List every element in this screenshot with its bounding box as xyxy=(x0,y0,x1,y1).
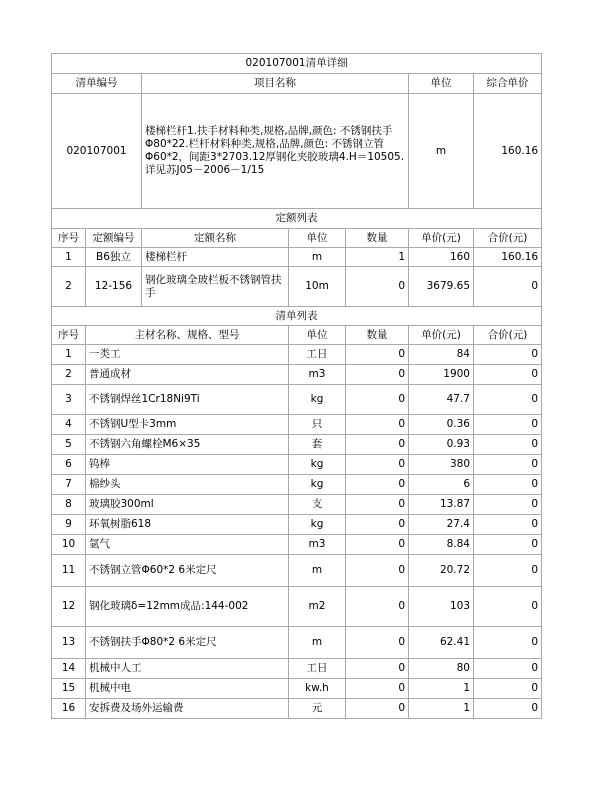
material-qty: 0 xyxy=(346,495,409,515)
quota-qty: 0 xyxy=(346,267,409,307)
material-row xyxy=(52,535,542,555)
quota-qty: 1 xyxy=(346,248,409,267)
quota-name: 楼梯栏杆 xyxy=(142,248,289,267)
material-row xyxy=(52,699,542,719)
material-name: 一类工 xyxy=(86,345,289,365)
material-qty: 0 xyxy=(346,627,409,659)
material-name: 玻璃胶300ml xyxy=(86,495,289,515)
material-total: 0 xyxy=(474,679,542,699)
bill-detail-table xyxy=(51,53,542,719)
material-price: 1 xyxy=(409,679,474,699)
quota-code: 12-156 xyxy=(86,267,142,307)
material-name: 不锈钢扶手Φ80*2 6米定尺 xyxy=(86,627,289,659)
material-no: 12 xyxy=(52,587,86,627)
material-row xyxy=(52,435,542,455)
material-row xyxy=(52,555,542,587)
material-total: 0 xyxy=(474,515,542,535)
material-unit: kg xyxy=(289,455,346,475)
material-name: 不锈钢立管Φ60*2 6米定尺 xyxy=(86,555,289,587)
material-price: 13.87 xyxy=(409,495,474,515)
material-no: 1 xyxy=(52,345,86,365)
header-name: 项目名称 xyxy=(142,74,409,94)
page-title: 020107001清单详细 xyxy=(52,54,542,74)
item-price: 160.16 xyxy=(474,94,542,209)
quota-unit: m xyxy=(289,248,346,267)
material-name: 钢化玻璃δ=12mm成品:144-002 xyxy=(86,587,289,627)
material-qty: 0 xyxy=(346,475,409,495)
material-qty: 0 xyxy=(346,515,409,535)
material-no: 16 xyxy=(52,699,86,719)
item-row xyxy=(52,94,542,209)
material-no: 6 xyxy=(52,455,86,475)
material-no: 3 xyxy=(52,385,86,415)
material-qty: 0 xyxy=(346,455,409,475)
quota-header-code: 定额编号 xyxy=(86,229,142,248)
material-row xyxy=(52,627,542,659)
material-no: 7 xyxy=(52,475,86,495)
material-row xyxy=(52,455,542,475)
material-qty: 0 xyxy=(346,415,409,435)
quota-section-title: 定额列表 xyxy=(52,209,542,229)
material-qty: 0 xyxy=(346,699,409,719)
material-name: 安拆费及场外运输费 xyxy=(86,699,289,719)
quota-header-row xyxy=(52,229,542,248)
material-qty: 0 xyxy=(346,385,409,415)
material-unit: 只 xyxy=(289,415,346,435)
material-unit: 工日 xyxy=(289,345,346,365)
material-total: 0 xyxy=(474,659,542,679)
quota-header-price: 单价(元) xyxy=(409,229,474,248)
material-name: 棉纱头 xyxy=(86,475,289,495)
material-no: 2 xyxy=(52,365,86,385)
title-row xyxy=(52,54,542,74)
material-price: 380 xyxy=(409,455,474,475)
material-unit: m xyxy=(289,627,346,659)
material-no: 13 xyxy=(52,627,86,659)
materials-header-price: 单价(元) xyxy=(409,326,474,345)
materials-header-row xyxy=(52,326,542,345)
material-name: 普通成材 xyxy=(86,365,289,385)
material-price: 6 xyxy=(409,475,474,495)
material-price: 1900 xyxy=(409,365,474,385)
material-name: 不锈钢U型卡3mm xyxy=(86,415,289,435)
header-unit: 单位 xyxy=(409,74,474,94)
quota-total: 160.16 xyxy=(474,248,542,267)
item-name: 楼梯栏杆1.扶手材料种类,规格,品牌,颜色: 不锈钢扶手Φ80*22.栏杆材料种类,规格,品牌,颜色: 不锈钢立管Φ60*2，间距3*2703.12厚钢化夹胶玻璃4.H＝10505.详见苏J05－2006－1/15 xyxy=(142,94,409,209)
materials-header-qty: 数量 xyxy=(346,326,409,345)
material-qty: 0 xyxy=(346,587,409,627)
materials-header-total: 合价(元) xyxy=(474,326,542,345)
material-name: 机械中人工 xyxy=(86,659,289,679)
quota-price: 160 xyxy=(409,248,474,267)
material-qty: 0 xyxy=(346,659,409,679)
material-row xyxy=(52,415,542,435)
material-price: 27.4 xyxy=(409,515,474,535)
material-unit: 套 xyxy=(289,435,346,455)
materials-header-unit: 单位 xyxy=(289,326,346,345)
material-total: 0 xyxy=(474,495,542,515)
material-row xyxy=(52,345,542,365)
material-no: 10 xyxy=(52,535,86,555)
material-unit: m3 xyxy=(289,535,346,555)
item-unit: m xyxy=(409,94,474,209)
material-no: 14 xyxy=(52,659,86,679)
material-unit: m2 xyxy=(289,587,346,627)
material-total: 0 xyxy=(474,587,542,627)
material-qty: 0 xyxy=(346,535,409,555)
material-price: 80 xyxy=(409,659,474,679)
material-total: 0 xyxy=(474,345,542,365)
material-row xyxy=(52,365,542,385)
quota-header-no: 序号 xyxy=(52,229,86,248)
material-no: 4 xyxy=(52,415,86,435)
material-total: 0 xyxy=(474,555,542,587)
material-total: 0 xyxy=(474,455,542,475)
material-unit: 支 xyxy=(289,495,346,515)
header-price: 综合单价 xyxy=(474,74,542,94)
quota-header-name: 定额名称 xyxy=(142,229,289,248)
material-name: 氩气 xyxy=(86,535,289,555)
header-code: 清单编号 xyxy=(52,74,142,94)
quota-code: B6独立 xyxy=(86,248,142,267)
material-unit: m3 xyxy=(289,365,346,385)
item-header-row xyxy=(52,74,542,94)
material-qty: 0 xyxy=(346,345,409,365)
quota-header-unit: 单位 xyxy=(289,229,346,248)
material-price: 8.84 xyxy=(409,535,474,555)
material-unit: 元 xyxy=(289,699,346,719)
quota-section-row xyxy=(52,209,542,229)
material-row xyxy=(52,385,542,415)
material-no: 9 xyxy=(52,515,86,535)
material-no: 8 xyxy=(52,495,86,515)
quota-row xyxy=(52,248,542,267)
material-name: 不锈钢焊丝1Cr18Ni9Ti xyxy=(86,385,289,415)
material-price: 0.36 xyxy=(409,415,474,435)
materials-section-row xyxy=(52,307,542,326)
material-total: 0 xyxy=(474,385,542,415)
material-total: 0 xyxy=(474,627,542,659)
material-name: 机械中电 xyxy=(86,679,289,699)
material-price: 62.41 xyxy=(409,627,474,659)
material-row xyxy=(52,515,542,535)
material-price: 1 xyxy=(409,699,474,719)
quota-row xyxy=(52,267,542,307)
material-qty: 0 xyxy=(346,435,409,455)
material-name: 不锈钢六角螺栓M6×35 xyxy=(86,435,289,455)
item-code: 020107001 xyxy=(52,94,142,209)
materials-header-no: 序号 xyxy=(52,326,86,345)
material-total: 0 xyxy=(474,535,542,555)
material-row xyxy=(52,475,542,495)
material-no: 5 xyxy=(52,435,86,455)
material-qty: 0 xyxy=(346,365,409,385)
material-price: 103 xyxy=(409,587,474,627)
material-total: 0 xyxy=(474,365,542,385)
material-unit: 工日 xyxy=(289,659,346,679)
material-unit: kg xyxy=(289,475,346,495)
material-no: 11 xyxy=(52,555,86,587)
quota-header-total: 合价(元) xyxy=(474,229,542,248)
material-row xyxy=(52,679,542,699)
quota-unit: 10m xyxy=(289,267,346,307)
material-total: 0 xyxy=(474,475,542,495)
quota-name: 钢化玻璃全玻栏板不锈钢管扶手 xyxy=(142,267,289,307)
materials-header-name: 主材名称、规格、型号 xyxy=(86,326,289,345)
material-qty: 0 xyxy=(346,555,409,587)
material-unit: kw.h xyxy=(289,679,346,699)
quota-header-qty: 数量 xyxy=(346,229,409,248)
material-row xyxy=(52,587,542,627)
quota-no: 1 xyxy=(52,248,86,267)
material-unit: kg xyxy=(289,385,346,415)
material-price: 20.72 xyxy=(409,555,474,587)
quota-no: 2 xyxy=(52,267,86,307)
material-price: 0.93 xyxy=(409,435,474,455)
material-qty: 0 xyxy=(346,679,409,699)
material-name: 钨棒 xyxy=(86,455,289,475)
quota-total: 0 xyxy=(474,267,542,307)
materials-section-title: 清单列表 xyxy=(52,307,542,326)
material-no: 15 xyxy=(52,679,86,699)
material-name: 环氧树脂618 xyxy=(86,515,289,535)
material-row xyxy=(52,495,542,515)
material-price: 84 xyxy=(409,345,474,365)
material-total: 0 xyxy=(474,699,542,719)
material-price: 47.7 xyxy=(409,385,474,415)
material-unit: m xyxy=(289,555,346,587)
material-total: 0 xyxy=(474,415,542,435)
material-row xyxy=(52,659,542,679)
material-total: 0 xyxy=(474,435,542,455)
quota-price: 3679.65 xyxy=(409,267,474,307)
material-unit: kg xyxy=(289,515,346,535)
